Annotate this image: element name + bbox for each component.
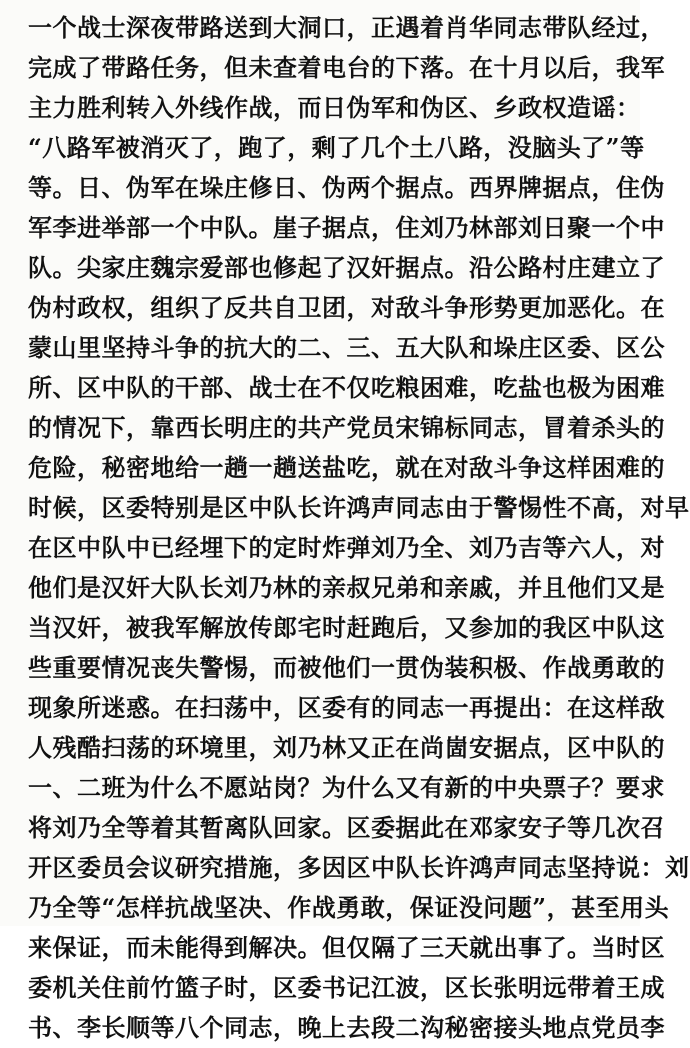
text-line: 开区委员会议研究措施，多因区中队长许鸿声同志坚持说：刘 [28,853,690,882]
text-line: 主力胜利转入外线作战，而日伪军和伪区、乡政权造谣： [28,93,641,122]
text-line: 等。日、伪军在垛庄修日、伪两个据点。西界牌据点，住伪 [28,173,665,202]
text-line: 完成了带路任务，但未查着电台的下落。在十月以后，我军 [28,53,665,82]
text-line: 他们是汉奸大队长刘乃林的亲叔兄弟和亲戚，并且他们又是 [28,573,665,602]
text-line: 现象所迷惑。在扫荡中，区委有的同志一再提出：在这样敌 [28,693,665,722]
text-line: 所、区中队的干部、战士在不仅吃粮困难，吃盐也极为困难 [28,373,665,402]
text-line: “八路军被消灭了，跑了，剩了几个土八路，没脑头了”等 [28,133,645,162]
text-line: 书、李长顺等八个同志，晚上去段二沟秘密接头地点党员李 [28,1013,665,1042]
text-line: 队。尖家庄魏宗爱部也修起了汉奸据点。沿公路村庄建立了 [28,253,665,282]
text-line: 人残酷扫荡的环境里，刘乃林又正在尚崮安据点，区中队的 [28,733,665,762]
text-line: 委机关住前竹篮子时，区委书记江波，区长张明远带着王成 [28,973,665,1002]
text-line: 在区中队中已经埋下的定时炸弹刘乃全、刘乃吉等六人，对 [28,533,665,562]
text-line: 些重要情况丧失警惕，而被他们一贯伪装积极、作战勇敢的 [28,653,665,682]
text-line: 时候，区委特别是区中队长许鸿声同志由于警惕性不高，对早 [28,493,690,522]
text-line: 当汉奸，被我军解放传郎宅时赶跑后，又参加的我区中队这 [28,613,665,642]
text-line: 的情况下，靠西长明庄的共产党员宋锦标同志，冒着杀头的 [28,413,665,442]
text-line: 将刘乃全等着其暂离队回家。区委据此在邓家安子等几次召 [28,813,665,842]
text-line: 蒙山里坚持斗争的抗大的二、三、五大队和垛庄区委、区公 [28,333,665,362]
text-line: 危险，秘密地给一趟一趟送盐吃，就在对敌斗争这样困难的 [28,453,665,482]
text-line: 一个战士深夜带路送到大洞口，正遇着肖华同志带队经过， [28,13,665,42]
text-line: 乃全等“怎样抗战坚决、作战勇敢，保证没问题”，甚至用头 [28,893,670,922]
text-line: 来保证，而未能得到解决。但仅隔了三天就出事了。当时区 [28,933,665,962]
text-line: 一、二班为什么不愿站岗？为什么又有新的中央票子？要求 [28,773,665,802]
body-text [28,8,690,1048]
text-line: 伪村政权，组织了反共自卫团，对敌斗争形势更加恶化。在 [28,293,665,322]
text-line: 军李进举部一个中队。崖子据点，住刘乃林部刘日聚一个中 [28,213,665,242]
